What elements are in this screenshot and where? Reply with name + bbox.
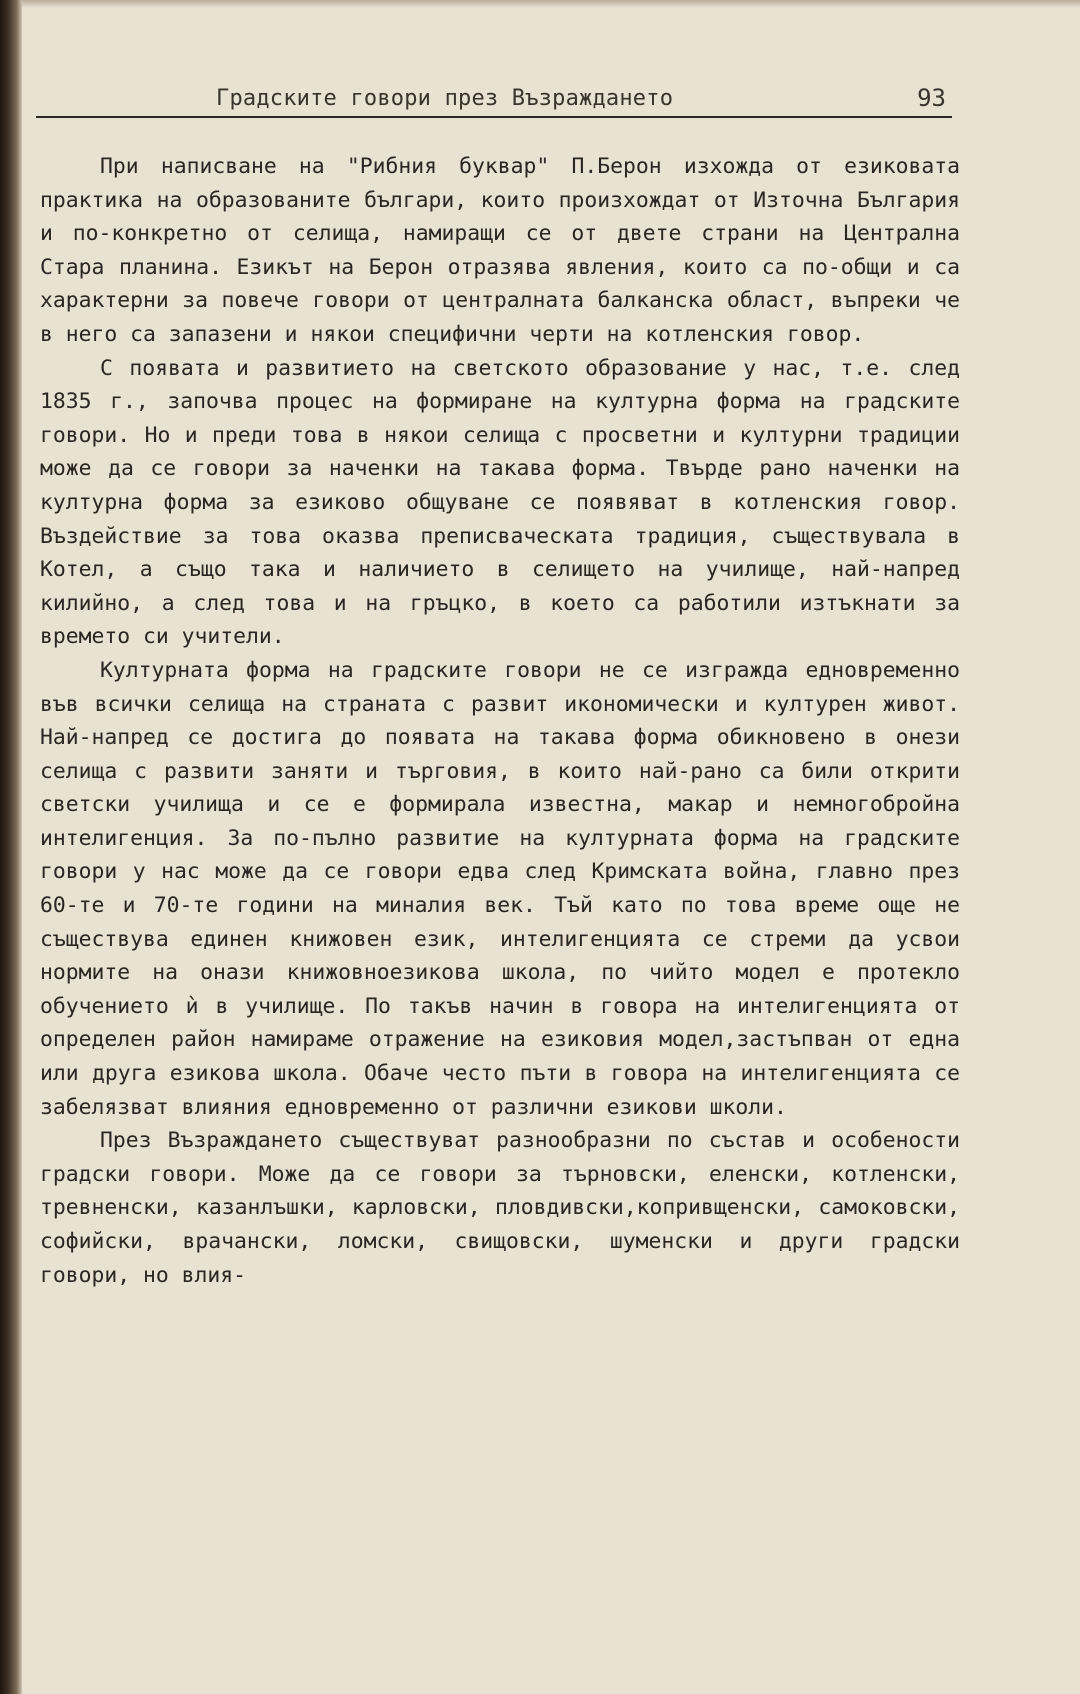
page-number: 93 (917, 84, 946, 112)
body-text (40, 150, 960, 1292)
page-top-edge (22, 0, 1080, 8)
paragraph-1: При написване на "Рибния буквар" П.Берон изхожда от езиковата практика на образованите българи, които произхождат от Източна България и по-конкретно от селища, намиращи се от двете страни на Централна Стара планина. Езикът на Берон отразява явления, които са по-общи и са характерни за повече говори от централната балканска област, въпреки че в него са запазени и някои специфични черти на котленския говор. (40, 154, 960, 347)
book-binding-shadow (0, 0, 22, 1694)
paragraph-2: С появата и развитието на светското образование у нас, т.е. след 1835 г., започва процес на формиране на културна форма на градските говори. Но и преди това в някои селища с просветни и културни традиции може да се говори за наченки на такава форма. Твърде рано наченки на културна форма за езиково общуване се появяват в котленския говор. Въздействие за това оказва преписваческата традиция, съществувала в Котел, а също така и наличието в селището на училище, най-напред килийно, а след това и на гръцко, в което са работили изтъкнати за времето си учители. (40, 355, 960, 650)
running-header (36, 80, 952, 120)
running-header-title: Градските говори през Възраждането (216, 86, 674, 111)
paragraph-4: През Възраждането съществуват разнообразни по състав и особености градски говори. Може да се говори за търновски, еленски, котленски, тревненски, казанлъшки, карловски, пловдивски,копривщенски, самоковски, софийски, врачански, ломски, свищовски, шуменски и други градски говори, но влия- (40, 1128, 960, 1288)
header-rule (36, 116, 952, 118)
paragraph-3: Културната форма на градските говори не се изгражда едновременно във всички селища на страната с развит икономически и културен живот. Най-напред се достига до появата на такава форма обикновено в онези селища с развити заняти и търговия, в които най-рано са били открити светски училища и се е формирала известна, макар и немногобройна интелигенция. За по-пълно развитие на културната форма на градските говори у нас може да се говори едва след Кримската война, главно през 60-те и 70-те години на миналия век. Тъй като по това време още не съществува единен книжовен език, интелигенцията се стреми да усвои нормите на онази книжовноезикова школа, по чийто модел е протекло обучението ѝ в училище. По такъв начин в говора на интелигенцията от определен район намираме отражение на езиковия модел,застъпван от една или друга езикова школа. Обаче често пъти в говора на интелигенцията се забелязват влияния едновременно от различни езикови школи. (40, 657, 960, 1120)
